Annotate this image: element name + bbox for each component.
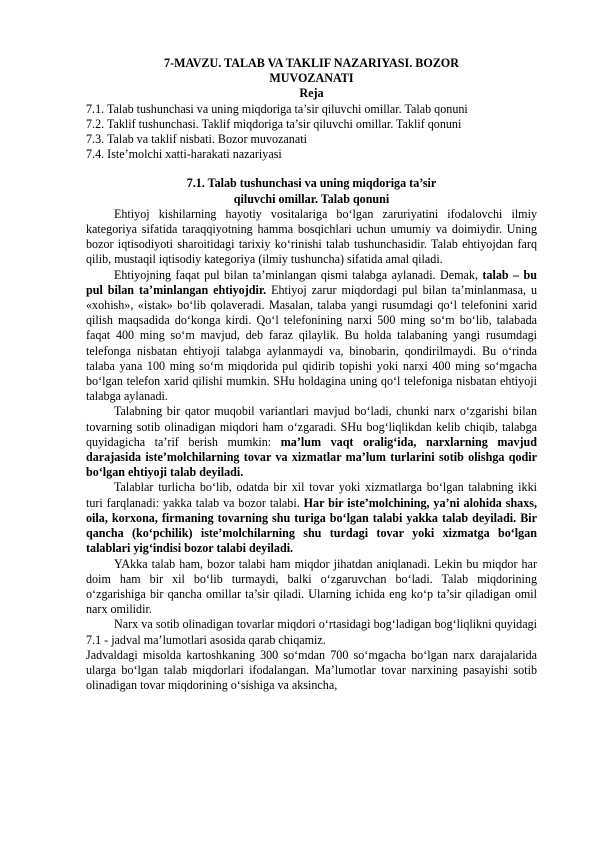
paragraph-1: Ehtiyoj kishilarning hayotiy vositalariga bo‘lgan zaruriyatini ifodalovchi ilmiy kategoriya sifatida taraqqiyotning hamma bosqichlari uchun umumiy va doimiydir. Uning bozor iqtisodiyoti sharoitidagi tarixiy ko‘rinishi talab tushunchasidir. Talab ehtiyojdan farq qilib, mustaqil iqtisodiy kategoriya (ilmiy tushuncha) sifatida amal qiladi. — [86, 206, 537, 267]
plan-item: 7.1. Talab tushunchasi va uning miqdoriga ta’sir qiluvchi omillar. Talab qonuni — [86, 101, 468, 116]
paragraph-4 — [86, 480, 537, 556]
paragraph-3 — [86, 404, 537, 480]
paragraph-3-text-a: Talabning bir qator muqobil variantlari mavjud bo‘ladi, chunki narx o‘zgarishi bilan tovarning sotib olinadigan miqdori ham o‘zgaradi. SHu bog‘liqlikdan kelib chiqib, talabga quyidagicha ta’rif berish mumkin: — [86, 404, 537, 449]
plan-item: 7.2. Taklif tushunchasi. Taklif miqdoriga ta’sir qiluvchi omillar. Taklif qonuni — [86, 116, 462, 131]
paragraph-2 — [86, 268, 537, 405]
section-title — [86, 176, 537, 206]
demand-definition: talab – bu pul bilan ta’minlangan ehtiyojdir. — [86, 267, 537, 297]
topic-title — [86, 56, 537, 86]
section-title-line1: 7.1. Talab tushunchasi va uning miqdoriga ta’sir — [186, 176, 437, 191]
paragraph-4-text-a: Talablar turlicha bo‘lib, odatda bir xil tovar yoki xizmatlarga bo‘lgan talabning ikki turi farqlanadi: yakka talab va bozor talabi. — [86, 480, 537, 510]
plan-list — [86, 102, 537, 163]
paragraph-2-text-c: Ehtiyoj zarur miqdordagi pul bilan ta’minlanmasa, u «xohish», «istak» bo‘lib qolaveradi. Masalan, talaba yangi rusumdagi qo‘l telefonini xarid qilish maqsadida do‘konga kirdi. Qo‘l telefonining narxi 500 ming so‘m bo‘lib, talabada faqat 400 ming so‘m mavjud, deb faraz qilaylik. Bu holda talabaning yangi rusumdagi telefonga nisbatan ehtiyoji talabga aylanmaydi va, binobarin, qondirilmaydi. Bu o‘rinda talaba yana 100 ming so‘m miqdorida pul qidirib topishi yoki narxi 400 ming so‘mgacha bo‘lgan telefon xarid qilishi mumkin. SHu holdagina uning qo‘l telefoniga nisbatan ehtiyoji talabga aylanadi. — [86, 282, 537, 404]
section-title-line2: qiluvchi omillar. Talab qonuni — [233, 191, 390, 206]
paragraph-5: YAkka talab ham, bozor talabi ham miqdor jihatdan aniqlanadi. Lekin bu miqdor har doim ham bir xil bo‘lib turmaydi, balki o‘zgaruvchan bo‘ladi. Talab miqdorining o‘zgarishiga bir qancha omillar ta’sir qiladi. Ularning ichida eng ko‘p ta’sir qiladigan omil narx omilidir. — [86, 556, 537, 617]
paragraph-6: Narx va sotib olinadigan tovarlar miqdori o‘rtasidagi bog‘ladigan bog‘liqlikni quyidagi 7.1 - jadval ma’lumotlari asosida qarab chiqamiz. — [86, 617, 537, 647]
topic-title-line2: MUVOZANATI — [269, 71, 354, 86]
plan-item: 7.4. Iste’molchi xatti-harakati nazariyasi — [86, 147, 282, 162]
paragraph-2-text-a: Ehtiyojning faqat pul bilan ta’minlangan qismi talabga aylanadi. Demak, — [114, 267, 483, 282]
paragraph-7: Jadvaldagi misolda kartoshkaning 300 so‘mdan 700 so‘mgacha bo‘lgan narx darajalarida ularga bo‘lgan talab miqdorlari ifodalangan. Ma’lumotlar tovar narxining pasayishi sotib olinadigan tovar miqdorining o‘sishiga va aksincha, — [86, 647, 537, 693]
plan-item: 7.3. Talab va taklif nisbati. Bozor muvozanati — [86, 132, 307, 147]
plan-heading: Reja — [299, 86, 324, 101]
topic-title-line1: 7-MAVZU. TALAB VA TAKLIF NAZARIYASI. BOZOR — [164, 56, 459, 70]
demand-full-definition: ma’lum vaqt oralig‘ida, narxlarning mavjud darajasida iste’molchilarning tovar va xizmatlar ma’lum turlarini sotib olishga qodir bo‘lgan ehtiyoji talab deyiladi. — [86, 434, 537, 480]
individual-market-demand-definition: Har bir iste’molchining, ya’ni alohida shaxs, oila, korxona, firmaning tovarning shu turiga bo‘lgan talabi yakka talab deyiladi. Bir qancha (ko‘pchilik) iste’molchilarning shu turdagi tovar yoki xizmatga bo‘lgan talablari yig‘indisi bozor talabi deyiladi. — [86, 495, 537, 556]
